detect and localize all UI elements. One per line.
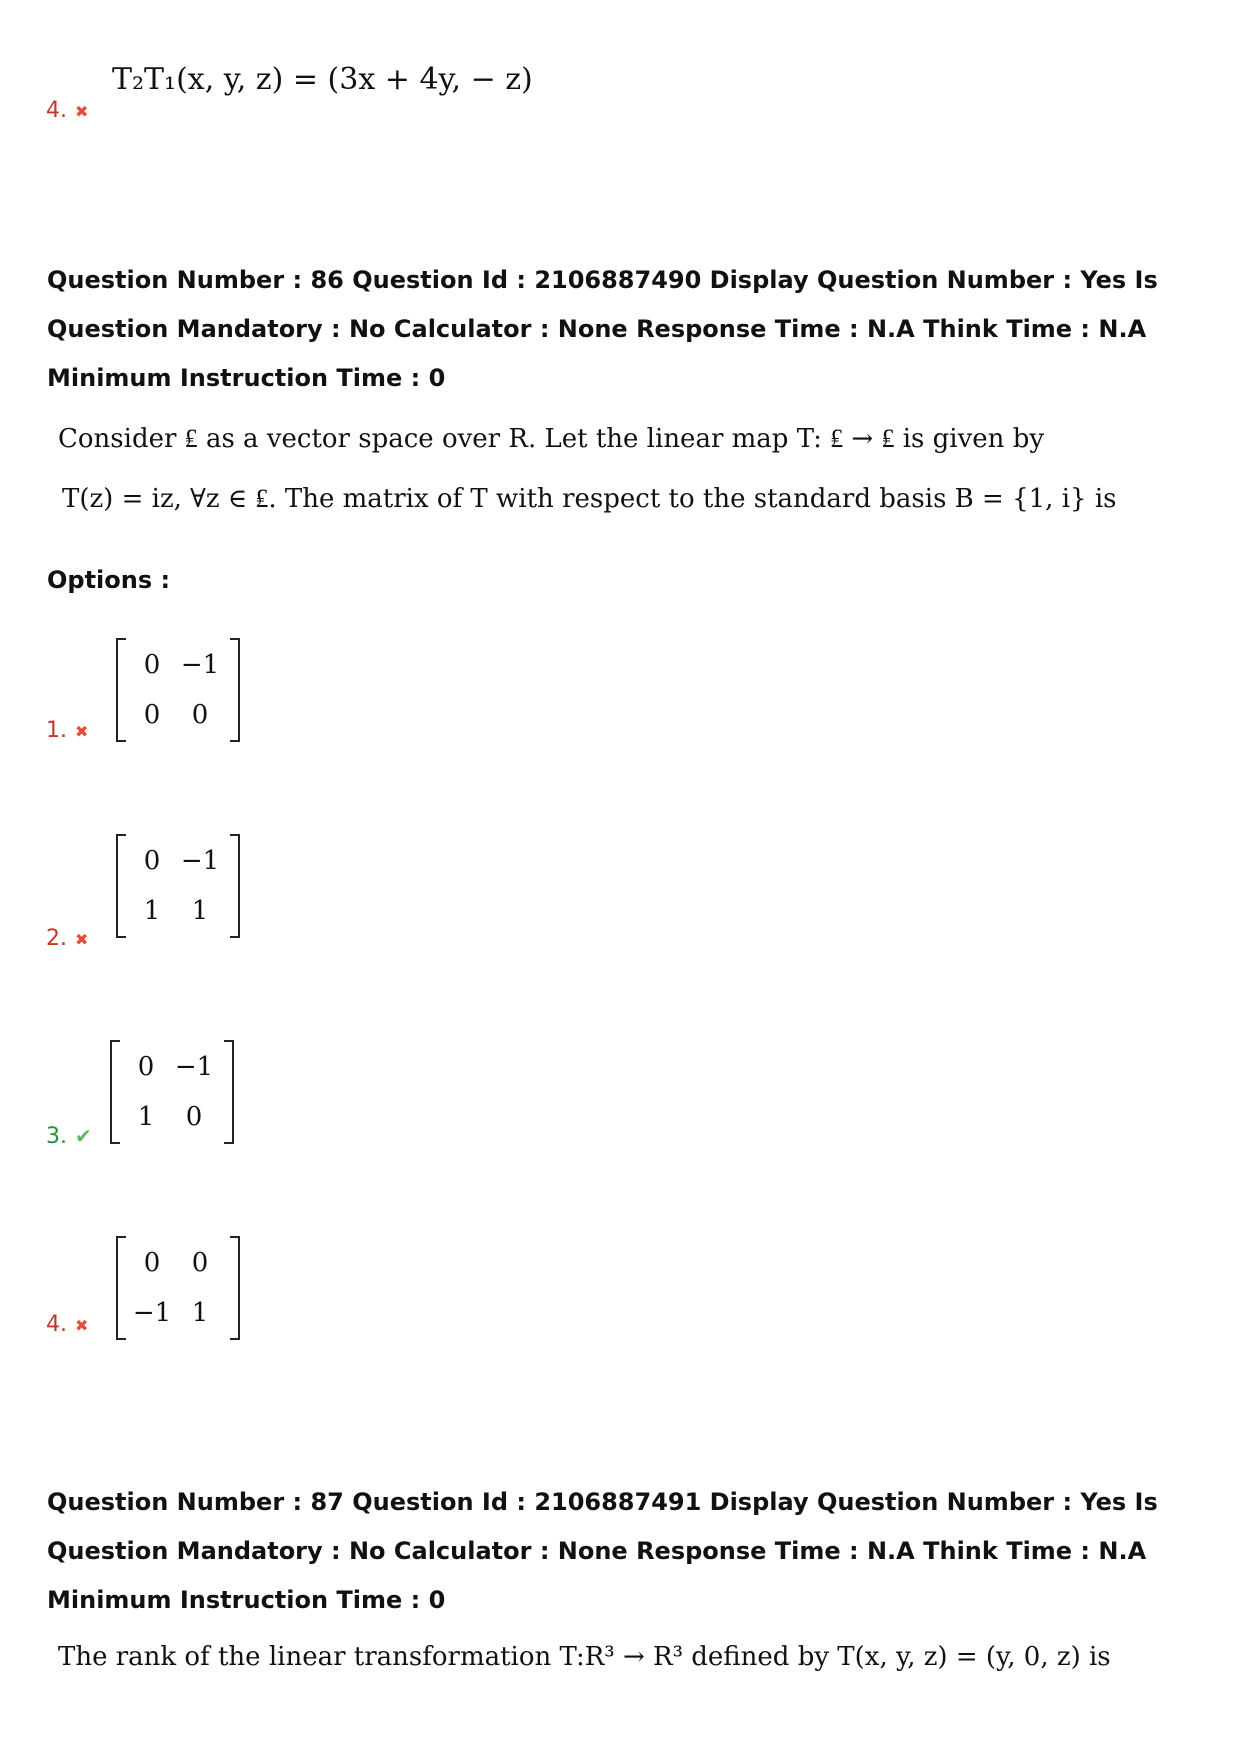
- matrix-cell: 0: [191, 700, 209, 730]
- matrix-cell: 0: [143, 1248, 161, 1278]
- option-3-number: [46, 1124, 92, 1149]
- options-label: Options :: [47, 566, 171, 594]
- matrix-cell: 1: [191, 1298, 209, 1328]
- prev-option-expression: T₂T₁(x, y, z) = (3x + 4y, − z): [112, 62, 533, 97]
- option-3-matrix: [110, 1040, 234, 1148]
- matrix-cell: 0: [143, 846, 161, 876]
- option-1-number-label: 1.: [46, 718, 67, 743]
- option-3-number-label: 3.: [46, 1124, 67, 1149]
- cross-icon: ✖: [75, 722, 89, 741]
- matrix-cell: 0: [143, 700, 161, 730]
- option-1-number: [46, 718, 88, 743]
- matrix-cell: 0: [137, 1052, 155, 1082]
- matrix-cell: −1: [132, 1298, 172, 1328]
- prev-option-number-label: 4.: [46, 98, 67, 123]
- cross-icon: ✖: [75, 102, 89, 121]
- prev-option-number: [46, 98, 88, 123]
- option-1-matrix: [116, 638, 240, 746]
- question-86-meta: Question Number : 86 Question Id : 2106887490 Display Question Number : Yes Is Question Mandatory : No Calculator : None Response Time : N.A Think Time : N.A Minimum Instruction Time : 0: [47, 266, 1158, 392]
- matrix-cell: 0: [191, 1248, 209, 1278]
- matrix-cell: 0: [185, 1102, 203, 1132]
- option-2-matrix: [116, 834, 240, 942]
- cross-icon: ✖: [75, 1316, 89, 1335]
- question-86-body-line1: Consider ₤ as a vector space over R. Let the linear map T: ₤ → ₤ is given by: [58, 424, 1045, 454]
- question-87-meta: Question Number : 87 Question Id : 2106887491 Display Question Number : Yes Is Question Mandatory : No Calculator : None Response Time : N.A Think Time : N.A Minimum Instruction Time : 0: [47, 1488, 1158, 1614]
- question-86-body-line2: T(z) = iz, ∀z ∈ ₤. The matrix of T with respect to the standard basis B = {1, i} is: [62, 484, 1117, 514]
- matrix-cell: 1: [143, 896, 161, 926]
- matrix-cell: −1: [174, 1052, 214, 1082]
- matrix-cell: 0: [143, 650, 161, 680]
- option-2-number: [46, 926, 88, 951]
- option-4-matrix: [116, 1236, 240, 1344]
- matrix-cell: −1: [180, 846, 220, 876]
- matrix-cell: 1: [191, 896, 209, 926]
- option-4-number-label: 4.: [46, 1312, 67, 1337]
- check-icon: ✔: [75, 1124, 92, 1148]
- option-2-number-label: 2.: [46, 926, 67, 951]
- option-4-number: [46, 1312, 88, 1337]
- cross-icon: ✖: [75, 930, 89, 949]
- question-87-body-line1: The rank of the linear transformation T:R³ → R³ defined by T(x, y, z) = (y, 0, z) is: [58, 1642, 1111, 1672]
- matrix-cell: −1: [180, 650, 220, 680]
- matrix-cell: 1: [137, 1102, 155, 1132]
